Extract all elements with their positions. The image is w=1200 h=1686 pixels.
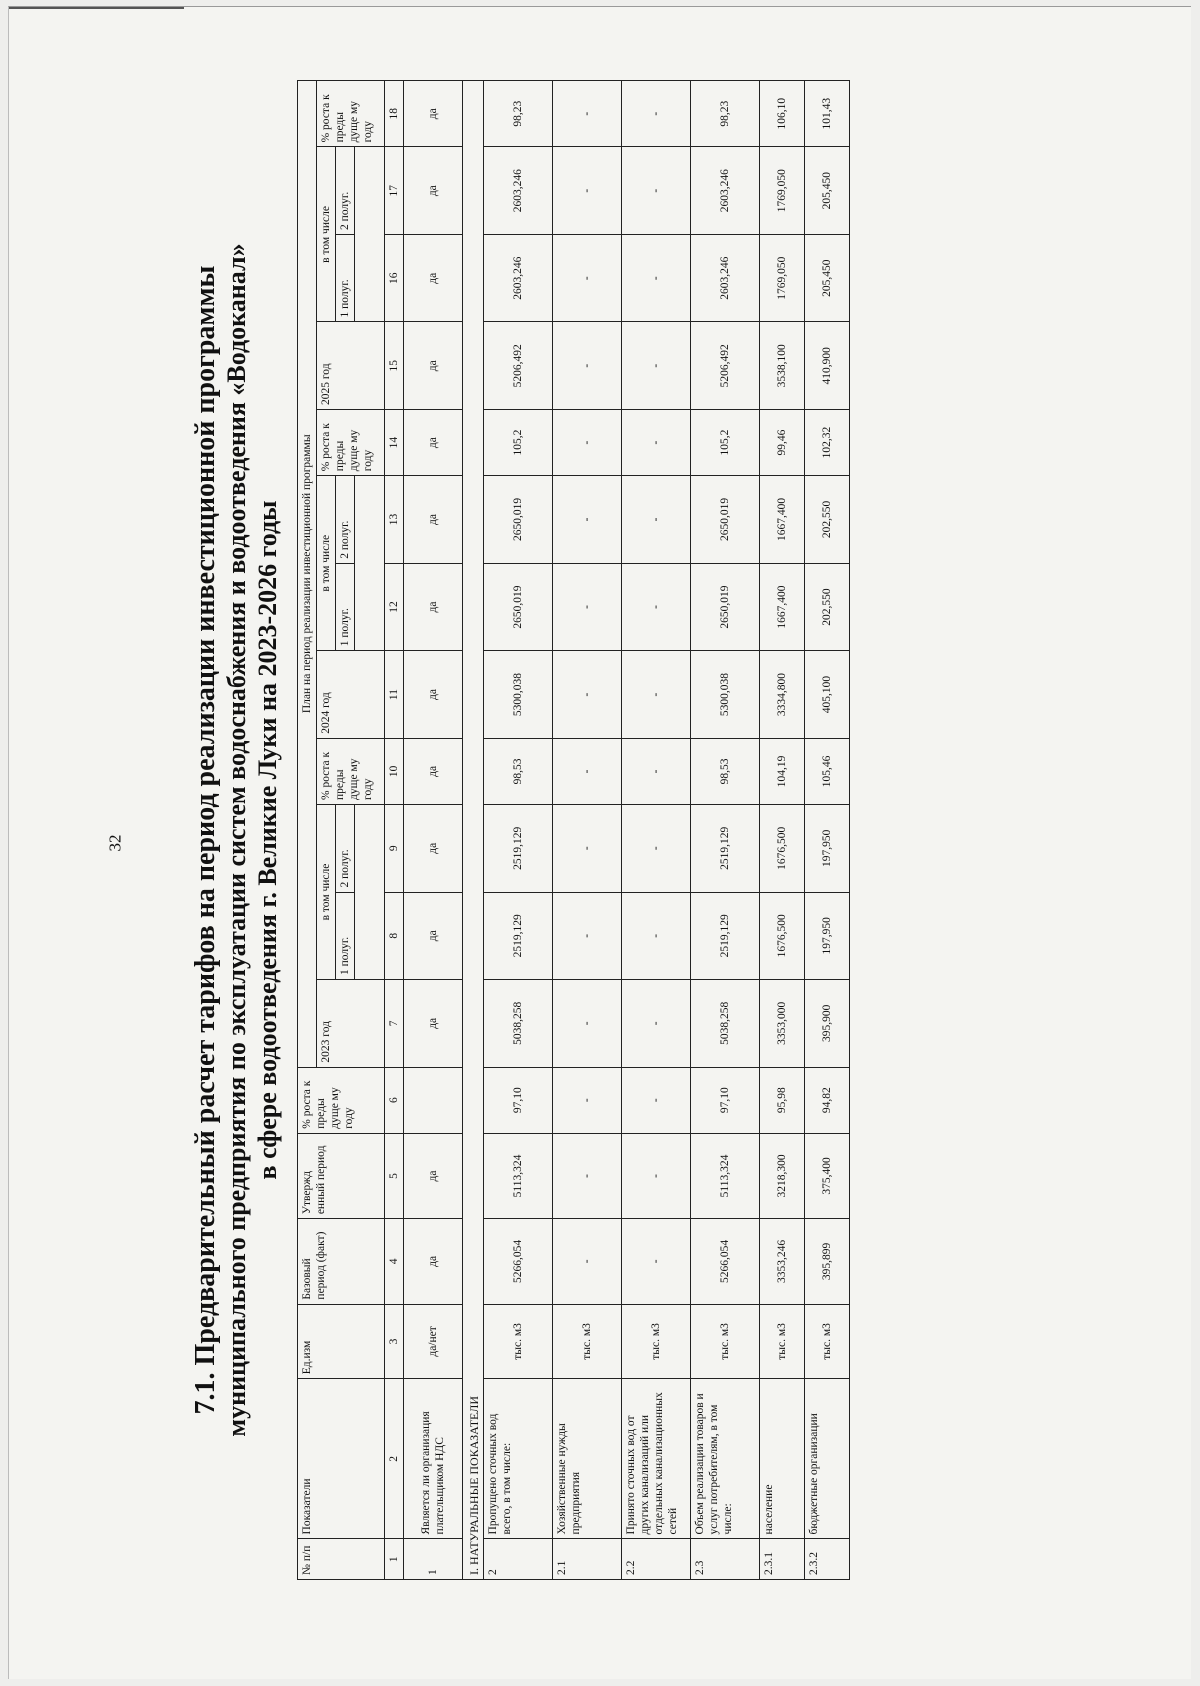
table-cell: - xyxy=(622,738,691,804)
table-cell: да xyxy=(404,322,463,410)
table-cell: - xyxy=(622,651,691,739)
table-cell: 5266,054 xyxy=(484,1219,553,1304)
table-cell: - xyxy=(622,1067,691,1133)
table-cell: - xyxy=(553,410,622,476)
column-number: 17 xyxy=(385,147,404,235)
column-number: 10 xyxy=(385,738,404,804)
header-2023-h1: 1 полуг. xyxy=(336,892,355,980)
row-unit: тыс. м3 xyxy=(484,1304,553,1379)
table-cell: - xyxy=(553,476,622,564)
table-cell: 2519,129 xyxy=(484,892,553,980)
table-cell: - xyxy=(622,147,691,235)
table-cell: 95,98 xyxy=(760,1067,805,1133)
table-row xyxy=(553,81,622,1580)
header-2023: 2023 год xyxy=(317,980,385,1068)
table-cell: 104,19 xyxy=(760,738,805,804)
table-cell: - xyxy=(622,322,691,410)
scan-edge-line xyxy=(9,7,184,9)
header-2024: 2024 год xyxy=(317,651,385,739)
table-cell: - xyxy=(553,81,622,147)
header-pct: % роста к преды дуще му году xyxy=(298,1067,385,1133)
column-number: 7 xyxy=(385,980,404,1068)
row-unit: тыс. м3 xyxy=(622,1304,691,1379)
row-label: Хозяйственные нужды предприятия xyxy=(553,1379,622,1539)
table-cell: 410,900 xyxy=(805,322,850,410)
table-cell: 1769,050 xyxy=(760,234,805,322)
table-cell: да xyxy=(404,81,463,147)
table-cell: - xyxy=(622,1133,691,1218)
header-incl-2024: в том числе xyxy=(317,476,336,651)
column-number-row xyxy=(385,81,404,1580)
table-cell: - xyxy=(553,563,622,651)
table-cell: - xyxy=(622,234,691,322)
table-cell: 205,450 xyxy=(805,234,850,322)
table-cell: да xyxy=(404,738,463,804)
table-cell: 197,950 xyxy=(805,892,850,980)
table-cell: 3334,800 xyxy=(760,651,805,739)
rotated-sheet xyxy=(190,30,1120,1650)
table-cell: 3353,246 xyxy=(760,1219,805,1304)
row-unit: тыс. м3 xyxy=(691,1304,760,1379)
table-cell: 97,10 xyxy=(691,1067,760,1133)
header-incl-2023: в том числе xyxy=(317,804,336,979)
table-cell: 98,53 xyxy=(691,738,760,804)
table-cell: 2603,246 xyxy=(691,147,760,235)
table-cell: 102,32 xyxy=(805,410,850,476)
table-row xyxy=(622,81,691,1580)
table-cell: 5038,258 xyxy=(691,980,760,1068)
header-unit: Ед.изм xyxy=(298,1304,385,1379)
header-plan: План на период реализации инвестиционной программы xyxy=(298,81,317,1068)
table-cell: 5206,492 xyxy=(484,322,553,410)
table-cell: 3218,300 xyxy=(760,1133,805,1218)
vat-payer-row xyxy=(404,81,463,1580)
table-cell: да xyxy=(404,651,463,739)
table-cell: да xyxy=(404,234,463,322)
table-cell: - xyxy=(553,738,622,804)
row-number: 2 xyxy=(484,1539,553,1580)
table-cell: 98,23 xyxy=(484,81,553,147)
table-cell: 5300,038 xyxy=(691,651,760,739)
table-row xyxy=(691,81,760,1580)
table-cell: - xyxy=(622,476,691,564)
table-cell: 197,950 xyxy=(805,804,850,892)
header-2025: 2025 год xyxy=(317,322,385,410)
row-label: Пропущено сточных вод всего, в том числе: xyxy=(484,1379,553,1539)
column-number: 1 xyxy=(385,1539,404,1580)
table-cell: - xyxy=(553,804,622,892)
table-cell: 5300,038 xyxy=(484,651,553,739)
column-number: 14 xyxy=(385,410,404,476)
table-cell: 2603,246 xyxy=(691,234,760,322)
column-number: 6 xyxy=(385,1067,404,1133)
table-cell: да xyxy=(404,1133,463,1218)
table-cell: 395,899 xyxy=(805,1219,850,1304)
table-cell: да xyxy=(404,147,463,235)
table-row xyxy=(805,81,850,1580)
column-number: 18 xyxy=(385,81,404,147)
column-number: 11 xyxy=(385,651,404,739)
table-cell: 2519,129 xyxy=(691,804,760,892)
table-cell: 2519,129 xyxy=(691,892,760,980)
title-line-1: 7.1. Предварительный расчет тарифов на период реализации инвестиционной программы xyxy=(190,265,221,1415)
table-cell: да xyxy=(404,476,463,564)
table-cell: да xyxy=(404,563,463,651)
header-2025-h1: 1 полуг. xyxy=(336,234,355,322)
table-cell xyxy=(404,1067,463,1133)
row-number: 1 xyxy=(404,1539,463,1580)
table-cell: - xyxy=(622,804,691,892)
table-row xyxy=(760,81,805,1580)
table-cell: 101,43 xyxy=(805,81,850,147)
table-cell: 5038,258 xyxy=(484,980,553,1068)
title-line-3: в сфере водоотведения г. Великие Луки на 2023-2026 годы xyxy=(253,500,282,1180)
table-cell: да xyxy=(404,892,463,980)
table-cell: 2603,246 xyxy=(484,147,553,235)
table-cell: - xyxy=(553,1219,622,1304)
section-natural-indicators: I. НАТУРАЛЬНЫЕ ПОКАЗАТЕЛИ xyxy=(463,81,484,1580)
header-base: Базовый период (факт) xyxy=(298,1219,385,1304)
column-number: 13 xyxy=(385,476,404,564)
table-cell: - xyxy=(622,81,691,147)
column-number: 16 xyxy=(385,234,404,322)
table-cell: 105,2 xyxy=(691,410,760,476)
document-title xyxy=(190,30,283,1650)
table-cell: 1676,500 xyxy=(760,804,805,892)
row-unit: тыс. м3 xyxy=(760,1304,805,1379)
table-cell: 2650,019 xyxy=(691,476,760,564)
table-cell: - xyxy=(553,651,622,739)
column-number: 5 xyxy=(385,1133,404,1218)
column-number: 4 xyxy=(385,1219,404,1304)
table-cell: 5266,054 xyxy=(691,1219,760,1304)
table-cell: 405,100 xyxy=(805,651,850,739)
table-cell: - xyxy=(553,234,622,322)
header-2025-h2: 2 полуг. xyxy=(336,147,355,235)
header-2024-h2: 2 полуг. xyxy=(336,476,355,564)
table-cell: - xyxy=(553,147,622,235)
column-number: 8 xyxy=(385,892,404,980)
header-pct-2023: % роста к преды дуще му году xyxy=(317,738,385,804)
table-cell: - xyxy=(553,980,622,1068)
table-cell: - xyxy=(622,410,691,476)
row-number: 2.3.1 xyxy=(760,1539,805,1580)
table-cell: 98,23 xyxy=(691,81,760,147)
table-cell: - xyxy=(553,322,622,410)
header-indicators: Показатели xyxy=(298,1379,385,1539)
column-number: 12 xyxy=(385,563,404,651)
table-cell: 5113,324 xyxy=(691,1133,760,1218)
header-2024-h1: 1 полуг. xyxy=(336,563,355,651)
table-cell: - xyxy=(622,892,691,980)
row-label: Объем реализации товаров и услуг потребителям, в том числе: xyxy=(691,1379,760,1539)
table-cell: - xyxy=(553,1067,622,1133)
table-cell: - xyxy=(553,1133,622,1218)
table-cell: 3538,100 xyxy=(760,322,805,410)
table-cell: 5206,492 xyxy=(691,322,760,410)
row-number: 2.1 xyxy=(553,1539,622,1580)
table-cell: 375,400 xyxy=(805,1133,850,1218)
table-row xyxy=(484,81,553,1580)
table-cell: 105,46 xyxy=(805,738,850,804)
title-line-2: муниципального предприятия по эксплуатации систем водоснабжения и водоотведения «Водоканал» xyxy=(222,243,251,1437)
table-cell: 106,10 xyxy=(760,81,805,147)
row-unit: тыс. м3 xyxy=(553,1304,622,1379)
row-label: бюджетные организации xyxy=(805,1379,850,1539)
table-cell: 1769,050 xyxy=(760,147,805,235)
table-cell: 94,82 xyxy=(805,1067,850,1133)
table-cell: 395,900 xyxy=(805,980,850,1068)
table-cell: 105,2 xyxy=(484,410,553,476)
header-num: № п/п xyxy=(298,1539,385,1580)
column-number: 15 xyxy=(385,322,404,410)
table-cell: да xyxy=(404,410,463,476)
table-cell: 1667,400 xyxy=(760,563,805,651)
table-cell: 2519,129 xyxy=(484,804,553,892)
table-cell: 2650,019 xyxy=(484,563,553,651)
table-cell: 5113,324 xyxy=(484,1133,553,1218)
header-approved: Утвержд енный период xyxy=(298,1133,385,1218)
table-cell: да xyxy=(404,804,463,892)
table-cell: 3353,000 xyxy=(760,980,805,1068)
table-cell: 205,450 xyxy=(805,147,850,235)
table-cell: 2650,019 xyxy=(484,476,553,564)
header-pct-2024: % роста к преды дуще му году xyxy=(317,410,385,476)
table-cell: 98,53 xyxy=(484,738,553,804)
tariff-table xyxy=(297,80,850,1580)
table-cell: - xyxy=(553,892,622,980)
header-pct-2025: % роста к преды дуще му году xyxy=(317,81,385,147)
row-number: 2.3 xyxy=(691,1539,760,1580)
table-cell: да xyxy=(404,980,463,1068)
table-cell: 202,550 xyxy=(805,476,850,564)
table-cell: 99,46 xyxy=(760,410,805,476)
row-label: Является ли организация плательщиком НДС xyxy=(404,1379,463,1539)
table-cell: - xyxy=(622,563,691,651)
column-number: 2 xyxy=(385,1379,404,1539)
table-cell: 97,10 xyxy=(484,1067,553,1133)
table-cell: 2650,019 xyxy=(691,563,760,651)
row-number: 2.3.2 xyxy=(805,1539,850,1580)
header-incl-2025: в том числе xyxy=(317,147,336,322)
page-number: 32 xyxy=(105,834,125,852)
table-cell: - xyxy=(622,1219,691,1304)
row-number: 2.2 xyxy=(622,1539,691,1580)
table-cell: - xyxy=(622,980,691,1068)
column-number: 9 xyxy=(385,804,404,892)
row-label: Принято сточных вод от других канализаций или отдельных канализационных сетей xyxy=(622,1379,691,1539)
table-cell: 202,550 xyxy=(805,563,850,651)
table-cell: 1667,400 xyxy=(760,476,805,564)
row-label: население xyxy=(760,1379,805,1539)
row-unit: тыс. м3 xyxy=(805,1304,850,1379)
header-2023-h2: 2 полуг. xyxy=(336,804,355,892)
table-cell: да xyxy=(404,1219,463,1304)
row-unit: да/нет xyxy=(404,1304,463,1379)
table-cell: 2603,246 xyxy=(484,234,553,322)
column-number: 3 xyxy=(385,1304,404,1379)
table-cell: 1676,500 xyxy=(760,892,805,980)
